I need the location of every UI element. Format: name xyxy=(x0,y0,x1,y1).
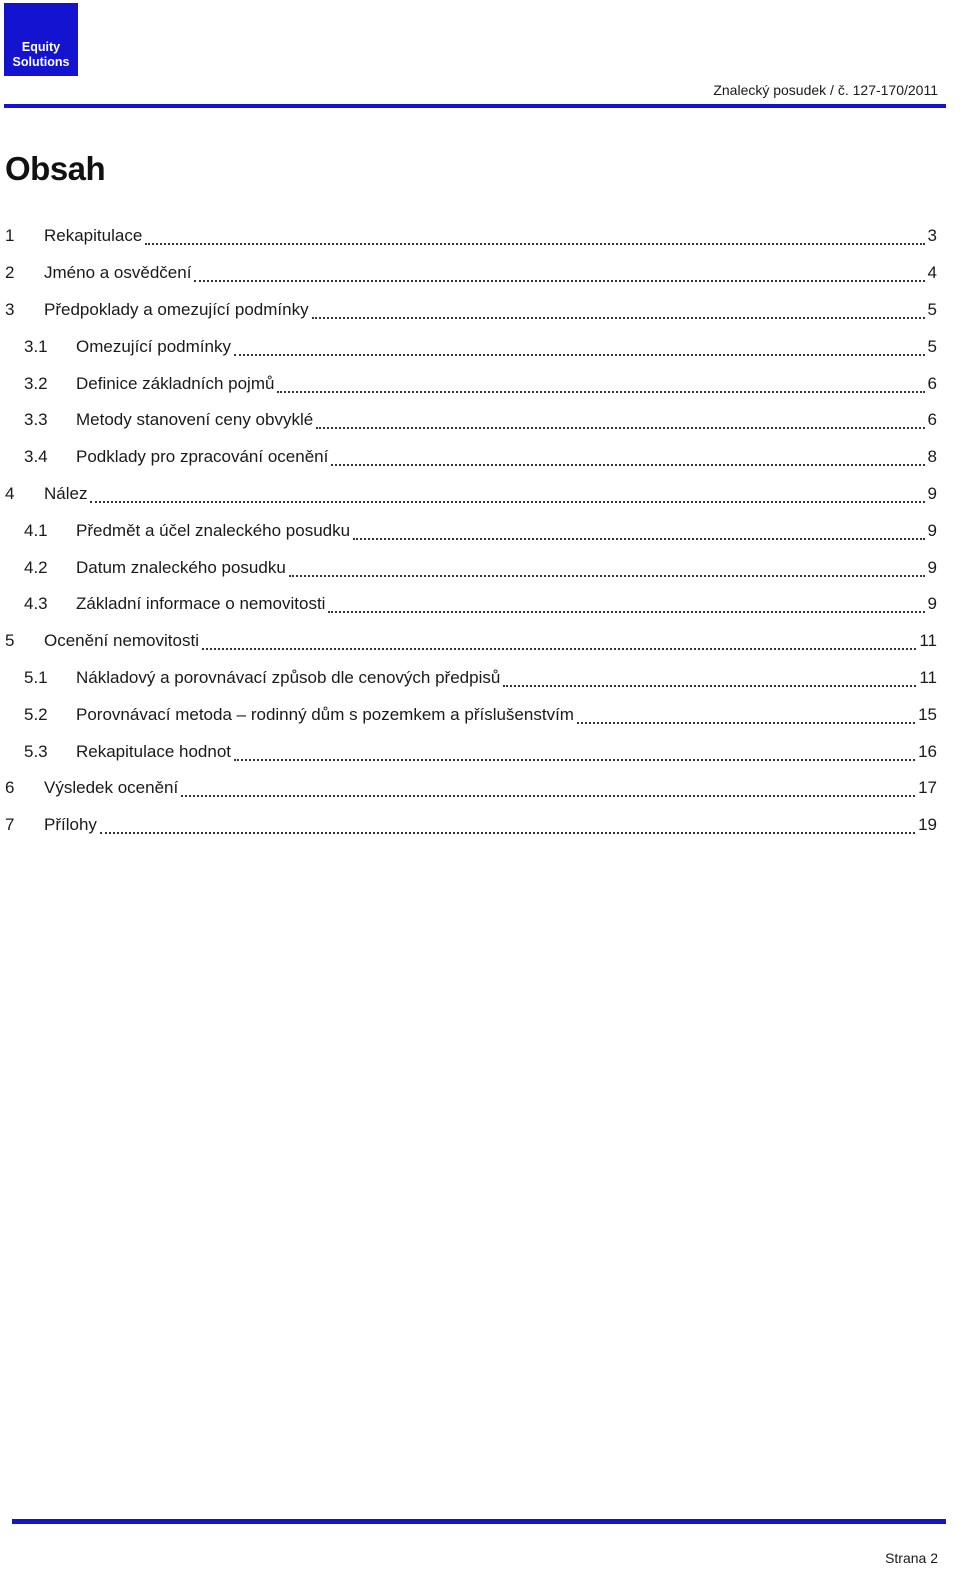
document-reference: Znalecký posudek / č. 127-170/2011 xyxy=(713,82,938,98)
toc-entry[interactable] xyxy=(5,476,937,513)
toc-entry-label[interactable]: Ocenění nemovitosti xyxy=(44,631,199,651)
toc-entry[interactable] xyxy=(5,623,937,660)
toc-entry-label[interactable]: Rekapitulace hodnot xyxy=(76,741,232,761)
toc-entry-number: 3.3 xyxy=(24,410,48,430)
toc-entry-page: 17 xyxy=(918,778,937,798)
toc-entry-number: 6 xyxy=(5,778,15,798)
page-number: Strana 2 xyxy=(885,1550,938,1566)
toc-entry-number: 4.3 xyxy=(24,594,48,614)
toc-entry[interactable] xyxy=(5,660,937,697)
toc-dot-leader xyxy=(331,452,924,466)
toc-entry-number: 5.3 xyxy=(24,741,48,761)
toc-entry-number: 4.2 xyxy=(24,557,48,577)
toc-entry[interactable] xyxy=(5,439,937,476)
toc-entry-page: 11 xyxy=(919,631,937,651)
toc-entry-label[interactable]: Základní informace o nemovitosti xyxy=(76,594,326,614)
logo-line-1: Equity xyxy=(21,40,61,54)
toc-entry[interactable] xyxy=(5,292,937,329)
toc-entry-label[interactable]: Metody stanovení ceny obvyklé xyxy=(76,410,314,430)
toc-entry-number: 1 xyxy=(5,226,15,246)
toc-entry-label[interactable]: Rekapitulace xyxy=(44,226,143,246)
toc-entry[interactable] xyxy=(5,807,937,844)
toc-entry-number: 5.2 xyxy=(24,704,48,724)
logo-line-2: Solutions xyxy=(12,55,70,69)
toc-entry-number: 3.4 xyxy=(24,447,48,467)
toc-dot-leader xyxy=(234,342,925,356)
toc-entry[interactable] xyxy=(5,255,937,292)
header-rule xyxy=(4,104,946,108)
toc-entry-page: 9 xyxy=(927,557,937,577)
toc-entry-number: 4 xyxy=(5,483,15,503)
toc-dot-leader xyxy=(353,526,924,540)
toc-dot-leader xyxy=(100,820,915,834)
toc-entry[interactable] xyxy=(5,402,937,439)
toc-entry-page: 19 xyxy=(918,815,937,835)
toc-entry-number: 3.1 xyxy=(24,336,48,356)
toc-entry-number: 3 xyxy=(5,299,15,319)
toc-title: Obsah xyxy=(5,150,106,187)
toc-entry[interactable] xyxy=(5,733,937,770)
toc-entry[interactable] xyxy=(5,696,937,733)
toc-entry-number: 4.1 xyxy=(24,520,48,540)
toc-dot-leader xyxy=(312,305,925,319)
toc-entry-page: 11 xyxy=(919,667,937,687)
toc-entry-label[interactable]: Předpoklady a omezující podmínky xyxy=(44,299,309,319)
toc-entry-label[interactable]: Definice základních pojmů xyxy=(76,373,275,393)
toc-dot-leader xyxy=(316,415,924,429)
toc-entry-page: 15 xyxy=(918,704,937,724)
toc-entry-number: 7 xyxy=(5,815,15,835)
toc-dot-leader xyxy=(181,783,915,797)
toc-entry-page: 6 xyxy=(927,410,937,430)
table-of-contents xyxy=(5,218,937,844)
toc-entry[interactable] xyxy=(5,549,937,586)
toc-entry-page: 4 xyxy=(927,263,937,283)
toc-entry-label[interactable]: Přílohy xyxy=(44,815,97,835)
toc-entry-page: 3 xyxy=(927,226,937,246)
toc-entry-label[interactable]: Podklady pro zpracování ocenění xyxy=(76,447,329,467)
toc-entry-page: 9 xyxy=(927,594,937,614)
toc-entry[interactable] xyxy=(5,365,937,402)
toc-dot-leader xyxy=(194,268,924,282)
toc-dot-leader xyxy=(202,636,916,650)
toc-entry-label[interactable]: Porovnávací metoda – rodinný dům s pozemkem a příslušenstvím xyxy=(76,704,574,724)
equity-solutions-logo xyxy=(4,3,78,76)
toc-entry-page: 8 xyxy=(927,447,937,467)
toc-entry-label[interactable]: Nákladový a porovnávací způsob dle cenových předpisů xyxy=(76,667,501,687)
toc-entry-number: 5.1 xyxy=(24,667,48,687)
toc-entry-page: 9 xyxy=(927,483,937,503)
footer-rule xyxy=(12,1519,946,1524)
toc-entry-page: 16 xyxy=(918,741,937,761)
toc-entry-label[interactable]: Nález xyxy=(44,483,88,503)
toc-entry-label[interactable]: Omezující podmínky xyxy=(76,336,231,356)
toc-entry-page: 9 xyxy=(927,520,937,540)
toc-entry[interactable] xyxy=(5,770,937,807)
toc-dot-leader xyxy=(577,710,915,724)
toc-dot-leader xyxy=(289,563,925,577)
toc-entry-number: 2 xyxy=(5,263,15,283)
toc-entry-page: 5 xyxy=(927,299,937,319)
toc-entry[interactable] xyxy=(5,512,937,549)
toc-dot-leader xyxy=(277,379,924,393)
toc-dot-leader xyxy=(90,489,924,503)
toc-entry-number: 5 xyxy=(5,631,15,651)
toc-entry-number: 3.2 xyxy=(24,373,48,393)
toc-dot-leader xyxy=(503,673,916,687)
toc-dot-leader xyxy=(234,747,915,761)
toc-entry-page: 5 xyxy=(927,336,937,356)
toc-entry-label[interactable]: Předmět a účel znaleckého posudku xyxy=(76,520,351,540)
toc-entry[interactable] xyxy=(5,328,937,365)
toc-entry-label[interactable]: Jméno a osvědčení xyxy=(44,263,192,283)
toc-entry-page: 6 xyxy=(927,373,937,393)
toc-dot-leader xyxy=(328,599,924,613)
toc-dot-leader xyxy=(145,231,924,245)
toc-entry[interactable] xyxy=(5,586,937,623)
toc-entry-label[interactable]: Výsledek ocenění xyxy=(44,778,179,798)
toc-entry-label[interactable]: Datum znaleckého posudku xyxy=(76,557,286,577)
toc-entry[interactable] xyxy=(5,218,937,255)
